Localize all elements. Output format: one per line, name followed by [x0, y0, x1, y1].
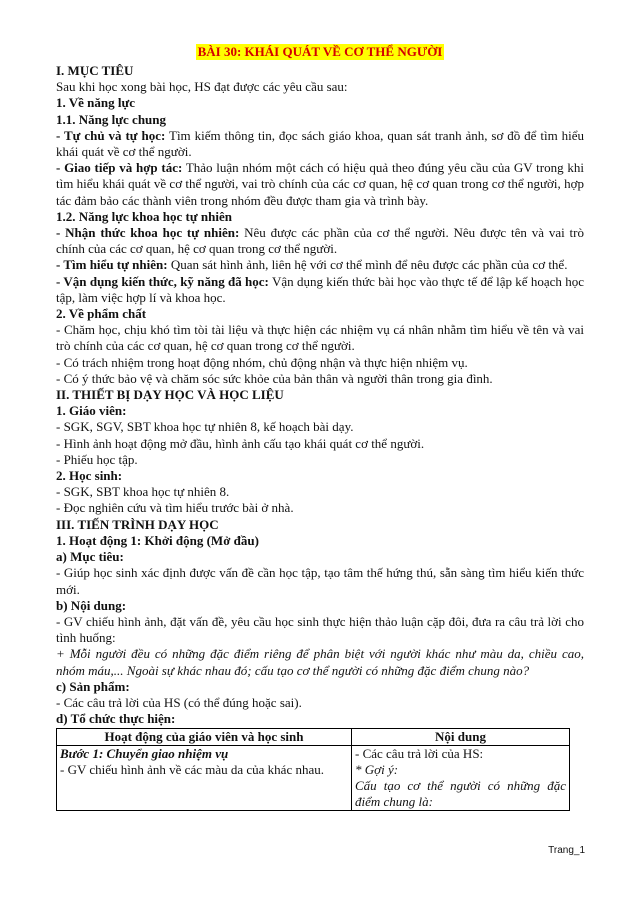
heading-goal: a) Mục tiêu: — [56, 549, 124, 565]
label-communication: - Giao tiếp và hợp tác: — [56, 160, 183, 176]
heading-product: c) Sản phẩm: — [56, 678, 130, 694]
quality-item-3: - Có ý thức bảo vệ và chăm sóc sức khỏe của bản thân và người thân trong gia đình. — [56, 370, 493, 386]
document-page — [56, 44, 584, 811]
paragraph-explore — [56, 257, 584, 273]
text-apply: Vận dụng kiến thức bài học vào thực tế để lập kế hoạch học tập, làm việc hợp lí và khoa học. — [56, 273, 584, 305]
section-heading-equipment: II. THIẾT BỊ DẠY HỌC VÀ HỌC LIỆU — [56, 387, 284, 403]
content-text: - GV chiếu hình ảnh, đặt vấn đề, yêu cầu học sinh thực hiện thảo luận cặp đôi, đưa ra câu trả lời cho tình huống: — [56, 613, 584, 646]
teacher-item-2: - Hình ảnh hoạt động mở đầu, hình ảnh cấu tạo khái quát cơ thể người. — [56, 435, 425, 451]
heading-activity-1: 1. Hoạt động 1: Khởi động (Mở đầu) — [56, 532, 259, 548]
title-wrap — [56, 44, 584, 60]
activity-table — [56, 728, 570, 811]
lesson-title: BÀI 30: KHÁI QUÁT VỀ CƠ THỂ NGƯỜI — [197, 44, 443, 59]
heading-content: b) Nội dung: — [56, 597, 127, 613]
table-cell-content — [352, 746, 570, 811]
text-communication: Thảo luận nhóm một cách có hiệu quả theo đúng yêu cầu của GV trong khi tìm hiểu khái quát về cơ thể người, vai trò chính của các cơ quan, hệ cơ quan trong cơ thể người, hợp tác đảm bảo các thành viên trong nhóm đều được tham gia và trình bày. — [56, 160, 584, 208]
step-1-text: - GV chiếu hình ảnh về các màu da của khác nhau. — [60, 762, 324, 778]
text-explore: Quan sát hình ảnh, liên hệ với cơ thể mình để nêu được các phần của cơ thể. — [167, 257, 568, 273]
paragraph-self-study — [56, 128, 584, 160]
step-1-label: Bước 1: Chuyển giao nhiệm vụ — [60, 746, 229, 762]
paragraph-communication — [56, 160, 584, 209]
teacher-item-1: - SGK, SGV, SBT khoa học tự nhiên 8, kế hoạch bài dạy. — [56, 419, 354, 435]
text-cognition: Nêu được các phần của cơ thể người. Nêu được tên và vai trò chính của các cơ quan, hệ cơ quan trong cơ thể người. — [56, 225, 584, 257]
paragraph-cognition — [56, 225, 584, 257]
content-line-3: Cấu tạo cơ thể người có những đặc điểm chung là: — [355, 778, 566, 810]
paragraph-apply — [56, 274, 584, 306]
label-apply: - Vận dụng kiến thức, kỹ năng đã học: — [56, 273, 269, 289]
quality-item-2: - Có trách nhiệm trong hoạt động nhóm, chủ động nhận và thực hiện nhiệm vụ. — [56, 354, 468, 370]
teacher-item-3: - Phiếu học tập. — [56, 451, 138, 467]
content-line-2: * Gợi ý: — [355, 762, 399, 778]
text-self-study: Tìm kiếm thông tin, đọc sách giáo khoa, quan sát tranh ảnh, sơ đồ để tìm hiểu khái quát về cơ thể người. — [56, 127, 584, 160]
heading-competence: 1. Về năng lực — [56, 95, 136, 111]
heading-teacher: 1. Giáo viên: — [56, 403, 127, 419]
quality-item-1: - Chăm học, chịu khó tìm tòi tài liệu và thực hiện các nhiệm vụ cá nhân nhằm tìm hiểu về tên và vai trò chính của các cơ quan, hệ cơ quan trong cơ thể người. — [56, 322, 584, 354]
content-line-1: - Các câu trả lời của HS: — [355, 746, 484, 762]
heading-general-competence: 1.1. Năng lực chung — [56, 111, 167, 127]
heading-student: 2. Học sinh: — [56, 468, 123, 484]
table-header-row — [57, 729, 570, 746]
product-text: - Các câu trả lời của HS (có thể đúng hoặc sai). — [56, 694, 302, 710]
table-cell-activity — [57, 746, 352, 811]
objectives-intro: Sau khi học xong bài học, HS đạt được các yêu cầu sau: — [56, 79, 348, 95]
heading-organization: d) Tổ chức thực hiện: — [56, 711, 176, 727]
goal-text: - Giúp học sinh xác định được vấn đề cần học tập, tạo tâm thế hứng thú, sẵn sàng tìm hiểu kiến thức mới. — [56, 565, 584, 597]
section-heading-objectives: I. MỤC TIÊU — [56, 63, 134, 78]
label-cognition: - Nhận thức khoa học tự nhiên: — [56, 225, 240, 241]
heading-science-competence: 1.2. Năng lực khoa học tự nhiên — [56, 208, 232, 224]
student-item-1: - SGK, SBT khoa học tự nhiên 8. — [56, 484, 230, 500]
student-item-2: - Đọc nghiên cứu và tìm hiểu trước bài ở nhà. — [56, 500, 294, 516]
table-row — [57, 746, 570, 811]
table-header-activity: Hoạt động của giáo viên và học sinh — [57, 729, 352, 746]
section-heading-process: III. TIẾN TRÌNH DẠY HỌC — [56, 516, 219, 532]
situation-question: + Mỗi người đều có những đặc điểm riêng để phân biệt với người khác như màu da, chiều cao, nhóm máu,... Ngoài sự khác nhau đó; cấu tạo cơ thể người có những đặc điểm chung nào? — [56, 646, 584, 678]
label-self-study: - Tự chủ và tự học: — [56, 127, 166, 143]
table-header-content: Nội dung — [352, 729, 570, 746]
label-explore: - Tìm hiểu tự nhiên: — [56, 257, 168, 273]
page-number: Trang_1 — [548, 845, 585, 856]
heading-qualities: 2. Về phẩm chất — [56, 306, 147, 322]
